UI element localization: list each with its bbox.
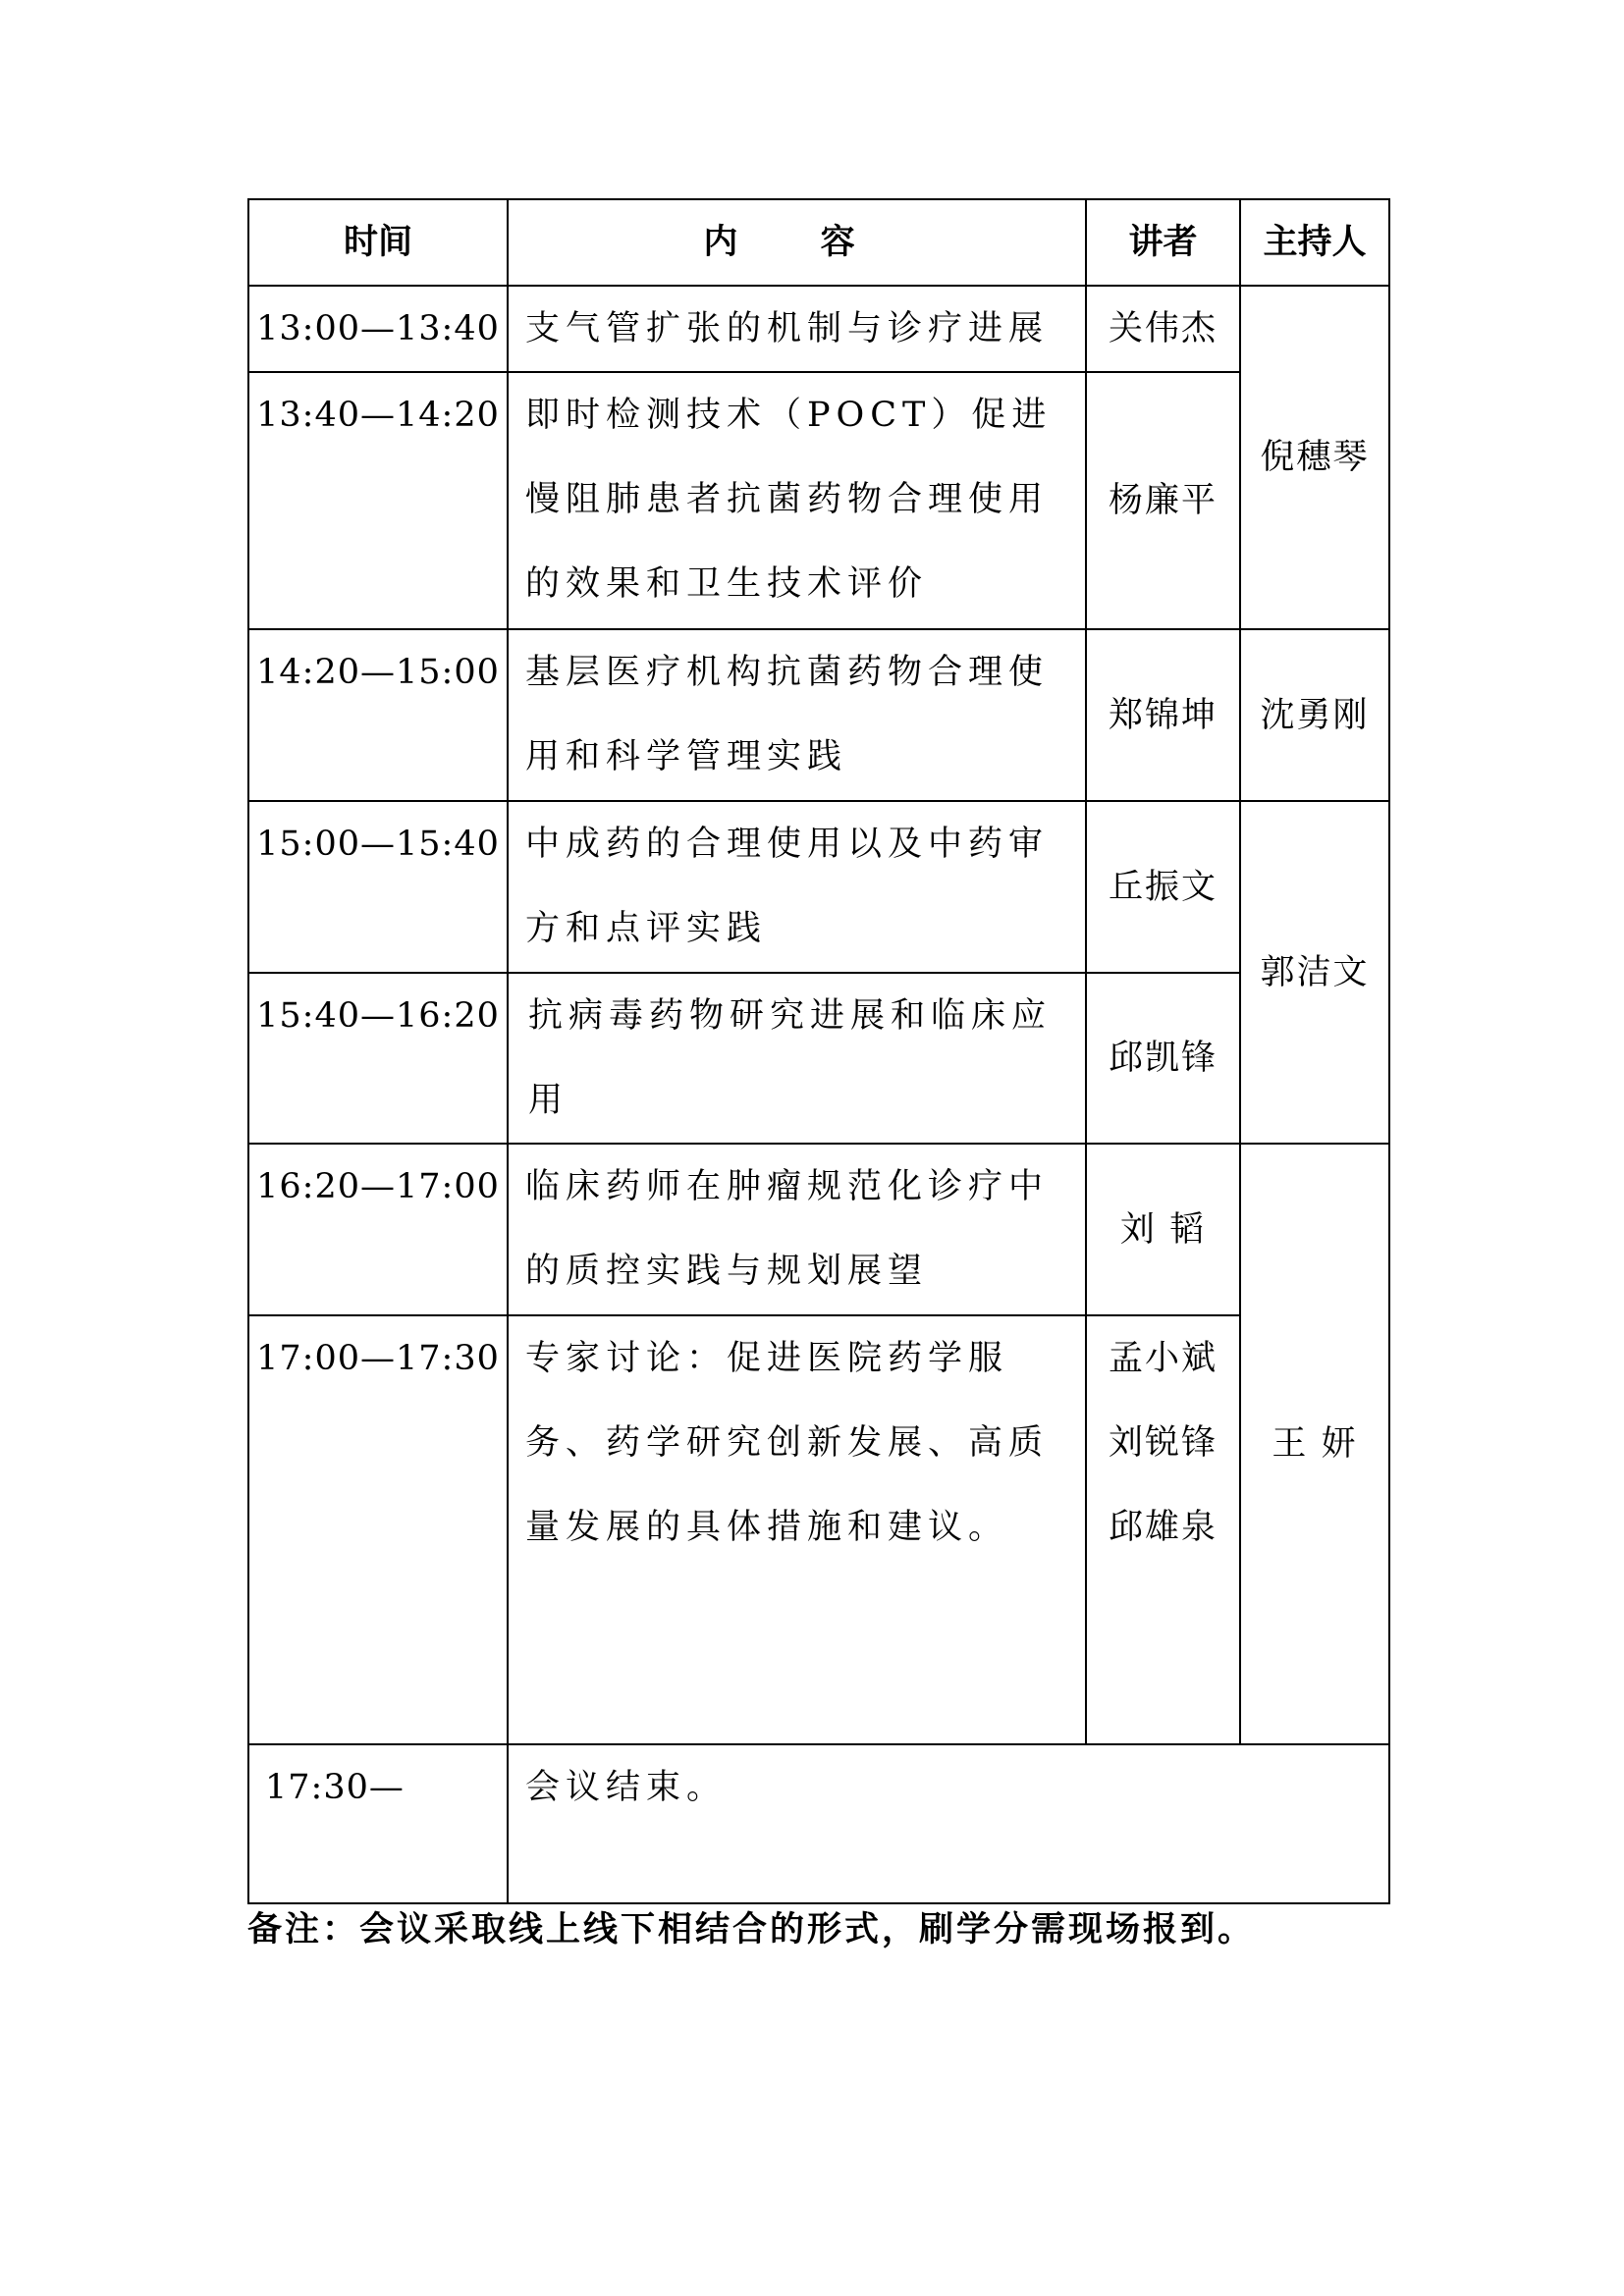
- time-cell: 15:00—15:40: [248, 801, 508, 973]
- speaker-name: 刘锐锋: [1108, 1423, 1218, 1463]
- speaker-cell: 邱凯锋: [1086, 973, 1240, 1144]
- speaker-cell: 丘振文: [1086, 801, 1240, 973]
- schedule-table: [247, 198, 1390, 1904]
- header-speaker: 讲者: [1086, 199, 1240, 286]
- footnote: 备注：会议采取线上线下相结合的形式，刷学分需现场报到。: [247, 1910, 1256, 1949]
- content-cell: 专家讨论：促进医院药学服务、药学研究创新发展、高质量发展的具体措施和建议。: [508, 1315, 1086, 1744]
- host-cell: 倪穗琴: [1240, 286, 1389, 629]
- content-cell: 抗病毒药物研究进展和临床应用: [508, 973, 1086, 1144]
- content-cell: 临床药师在肿瘤规范化诊疗中的质控实践与规划展望: [508, 1144, 1086, 1315]
- table-row: [248, 973, 1389, 1144]
- host-cell: 沈勇刚: [1240, 629, 1389, 801]
- speaker-cell: 杨廉平: [1086, 372, 1240, 629]
- speaker-cell: 刘 韬: [1086, 1144, 1240, 1315]
- time-cell: 16:20—17:00: [248, 1144, 508, 1315]
- time-cell: 14:20—15:00: [248, 629, 508, 801]
- speaker-cell: 郑锦坤: [1086, 629, 1240, 801]
- content-cell: 即时检测技术（POCT）促进慢阻肺患者抗菌药物合理使用的效果和卫生技术评价: [508, 372, 1086, 629]
- header-content: 内 容: [508, 199, 1086, 286]
- time-cell: 17:30—: [248, 1744, 508, 1903]
- speaker-cell: [1086, 1315, 1240, 1744]
- speaker-name: 邱雄泉: [1108, 1508, 1218, 1547]
- table-row: [248, 1315, 1389, 1744]
- time-cell: 17:00—17:30: [248, 1315, 508, 1744]
- table-row: [248, 1144, 1389, 1315]
- time-cell: 13:00—13:40: [248, 286, 508, 372]
- header-row: [248, 199, 1389, 286]
- table-row: [248, 629, 1389, 801]
- host-cell: 郭洁文: [1240, 801, 1389, 1144]
- content-cell: 支气管扩张的机制与诊疗进展: [508, 286, 1086, 372]
- table-row: [248, 372, 1389, 629]
- header-host: 主持人: [1240, 199, 1389, 286]
- header-time: 时间: [248, 199, 508, 286]
- time-cell: 13:40—14:20: [248, 372, 508, 629]
- speaker-name: 孟小斌: [1108, 1339, 1218, 1378]
- content-cell: 基层医疗机构抗菌药物合理使用和科学管理实践: [508, 629, 1086, 801]
- time-cell: 15:40—16:20: [248, 973, 508, 1144]
- content-cell: 中成药的合理使用以及中药审方和点评实践: [508, 801, 1086, 973]
- table-row: [248, 1744, 1389, 1903]
- host-cell: 王 妍: [1240, 1144, 1389, 1744]
- table-row: [248, 286, 1389, 372]
- speaker-cell: 关伟杰: [1086, 286, 1240, 372]
- table-row: [248, 801, 1389, 973]
- content-cell: 会议结束。: [508, 1744, 1389, 1903]
